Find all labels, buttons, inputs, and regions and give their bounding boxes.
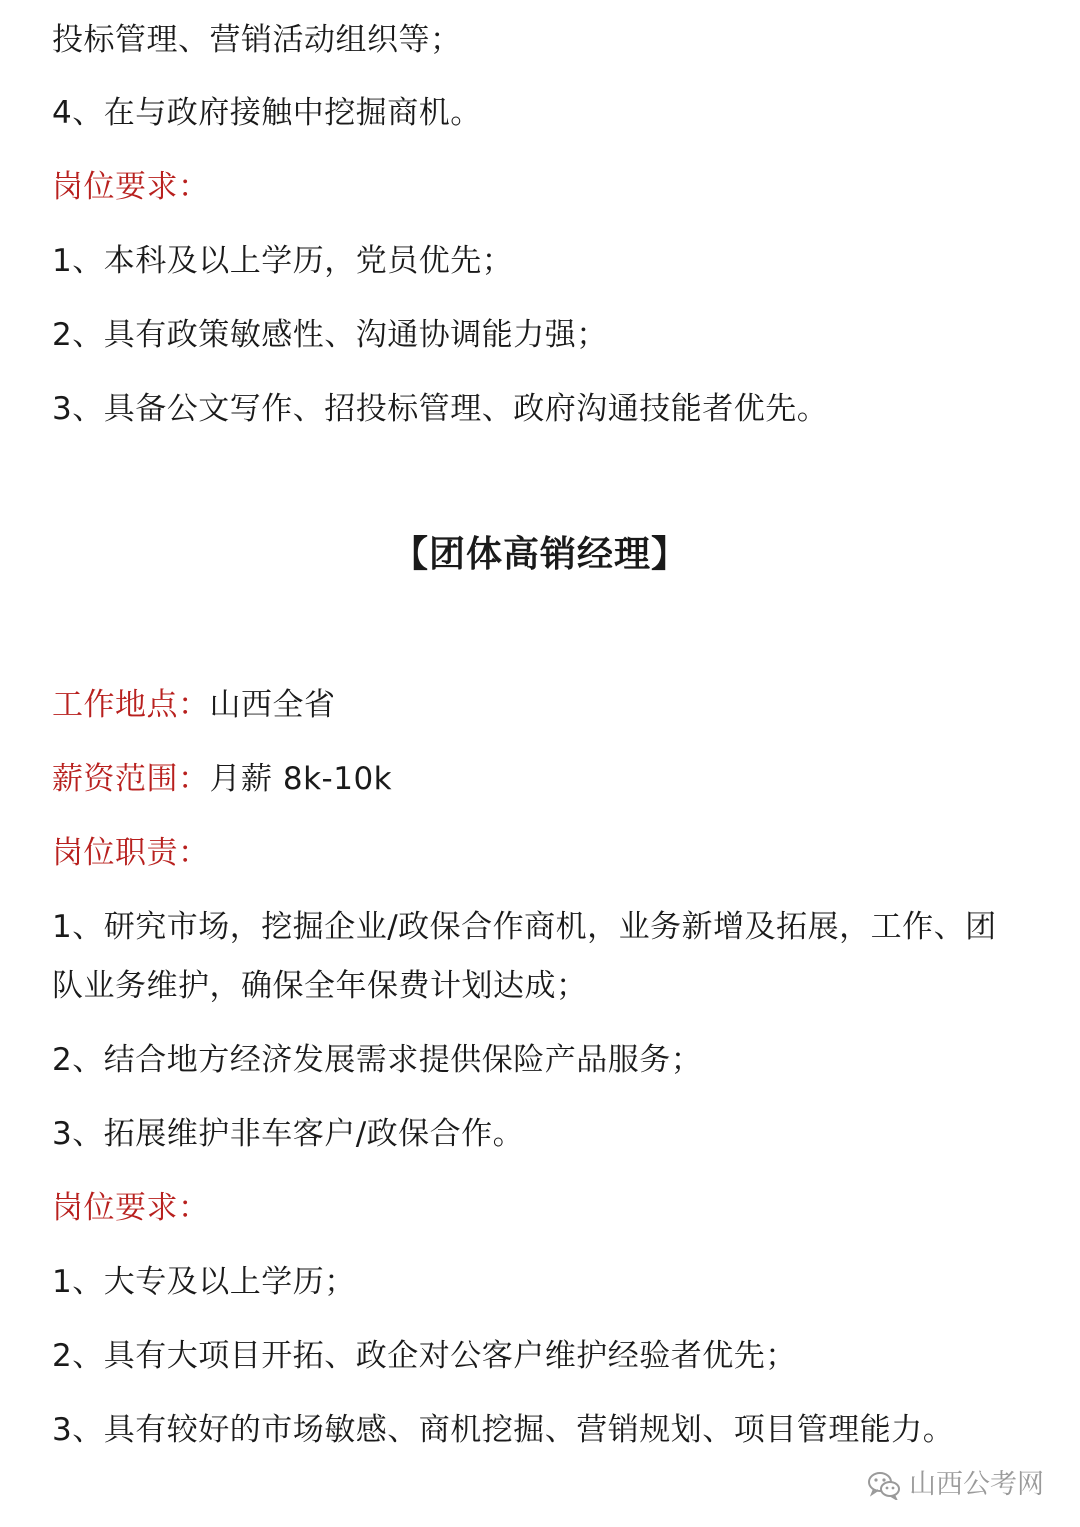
duty-item-1-line-2: 队业务维护，确保全年保费计划达成； — [52, 968, 588, 1004]
location-value: 山西全省 — [209, 687, 336, 723]
wechat-icon — [867, 1470, 901, 1500]
job-title: 【团体高销经理】 — [391, 534, 688, 575]
watermark — [867, 1469, 1044, 1501]
duty-item-2: 2、结合地方经济发展需求提供保险产品服务； — [52, 1042, 703, 1078]
requirement2-item-1: 1、大专及以上学历； — [52, 1264, 356, 1300]
location-label: 工作地点： — [52, 687, 210, 723]
requirement2-item-3: 3、具有较好的市场敏感、商机挖掘、营销规划、项目管理能力。 — [52, 1412, 955, 1448]
continued-line: 投标管理、营销活动组织等； — [52, 22, 462, 58]
salary-value: 月薪 8k-10k — [209, 761, 393, 797]
location-row — [52, 685, 336, 725]
requirements-label: 岗位要求： — [52, 169, 210, 205]
requirements-label-2: 岗位要求： — [52, 1190, 210, 1226]
watermark-text: 山西公考网 — [909, 1469, 1044, 1500]
duty-item-3: 3、拓展维护非车客户/政保合作。 — [52, 1116, 525, 1152]
salary-label: 薪资范围： — [52, 761, 210, 797]
requirement-item-3: 3、具备公文写作、招投标管理、政府沟通技能者优先。 — [52, 391, 829, 427]
duties-label: 岗位职责： — [52, 835, 210, 871]
duty-item-1-line-1: 1、研究市场，挖掘企业/政保合作商机，业务新增及拓展，工作、团 — [52, 909, 997, 945]
requirement-item-1: 1、本科及以上学历，党员优先； — [52, 243, 514, 279]
salary-row — [52, 759, 392, 799]
duty-item-4: 4、在与政府接触中挖掘商机。 — [52, 95, 482, 131]
requirement2-item-2: 2、具有大项目开拓、政企对公客户维护经验者优先； — [52, 1338, 797, 1374]
requirement-item-2: 2、具有政策敏感性、沟通协调能力强； — [52, 317, 608, 353]
